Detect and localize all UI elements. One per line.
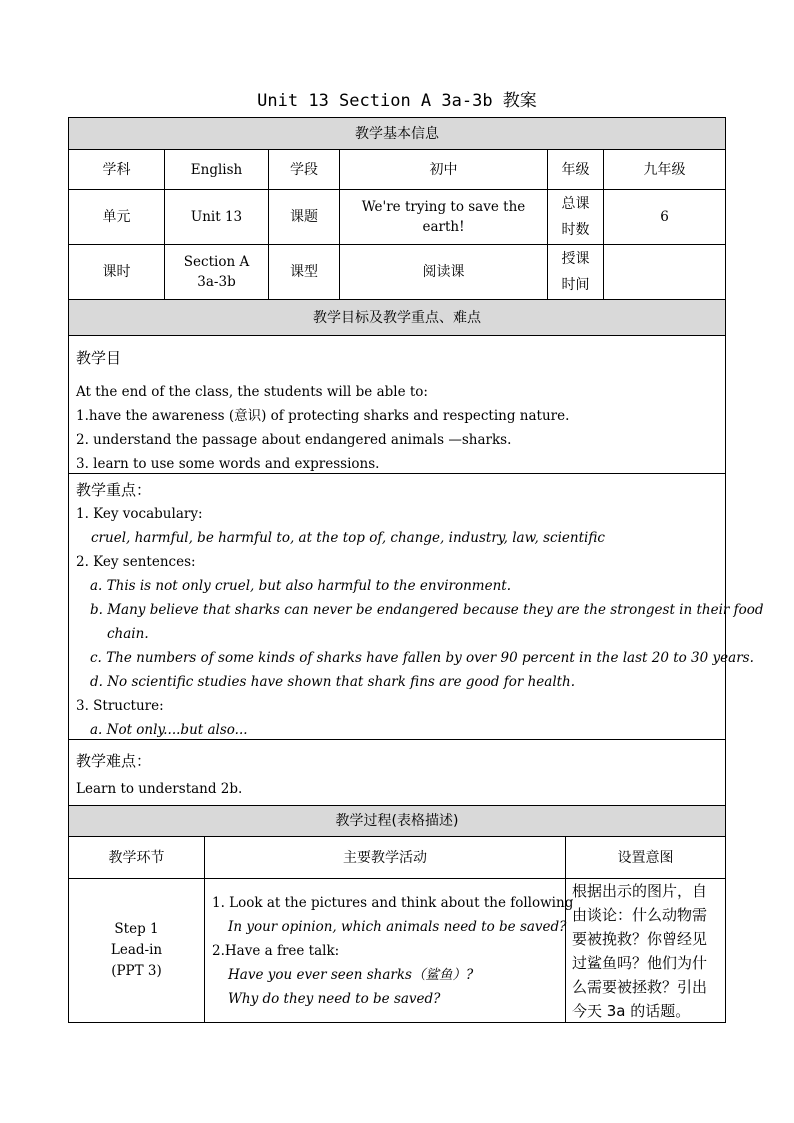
key-sentence-d: d. No scientific studies have shown that shark fins are good for health. (90, 674, 576, 690)
step1-activity-2: 2.Have a free talk: (212, 943, 340, 959)
key-sentences-label: 2. Key sentences: (76, 554, 196, 570)
step1-talk-question-2: Why do they need to be saved? (228, 991, 441, 1007)
aim-item: At the end of the class, the students will be able to: (76, 384, 428, 400)
total-hours-label-1: 总课 (561, 196, 590, 212)
step1-name: Lead-in (110, 942, 163, 958)
step1-stage-cell (68, 878, 205, 1023)
total-hours-label-2: 时数 (561, 222, 590, 238)
aim-item: 1.have the awareness (意识) of protecting sharks and respecting nature. (76, 408, 570, 424)
aims-block (76, 346, 569, 476)
document-title: Unit 13 Section A 3a-3b 教案 (257, 91, 537, 111)
stage-value: 初中 (339, 149, 548, 190)
period-label: 课时 (68, 244, 165, 300)
step1-talk-question-1: Have you ever seen sharks（鲨鱼）? (228, 967, 474, 983)
intent-line: 要被挽救？你曾经见 (572, 930, 708, 948)
lesson-type-value: 阅读课 (339, 244, 548, 300)
step1-intent (572, 879, 707, 1023)
teaching-time-label (547, 244, 604, 300)
aim-item: 3. learn to use some words and expressions. (76, 456, 380, 472)
basic-info-header: 教学基本信息 (68, 117, 726, 150)
period-line-1: Section A (183, 254, 250, 270)
key-sentence-a: a. This is not only cruel, but also harmful to the environment. (90, 578, 512, 594)
grade-label: 年级 (547, 149, 604, 190)
objectives-header: 教学目标及教学重点、难点 (68, 299, 726, 336)
key-points-block (76, 478, 764, 742)
aim-item: 2. understand the passage about endangered animals —sharks. (76, 432, 512, 448)
teaching-time-value (603, 244, 726, 300)
teaching-time-label-2: 时间 (561, 277, 590, 293)
intent-line: 么需要被拯救？引出 (572, 978, 708, 996)
topic-label: 课题 (268, 189, 340, 245)
period-line-2: 3a-3b (197, 274, 236, 290)
step1-activity (212, 891, 573, 1011)
step1-number: Step 1 (114, 921, 159, 937)
key-sentence-b: b. Many believe that sharks can never be endangered because they are the strongest in their food (90, 602, 764, 618)
key-points-title: 教学重点： (76, 481, 152, 499)
topic-line-2: earth! (422, 219, 465, 235)
key-sentence-b-cont: chain. (107, 626, 149, 642)
unit-label: 单元 (68, 189, 165, 245)
col-stage-header: 教学环节 (68, 836, 205, 879)
structure-label: 3. Structure: (76, 698, 164, 714)
difficulties-text: Learn to understand 2b. (76, 781, 243, 797)
unit-value: Unit 13 (164, 189, 269, 245)
lesson-type-label: 课型 (268, 244, 340, 300)
col-intent-header: 设置意图 (565, 836, 726, 879)
difficulties-block (76, 749, 242, 797)
period-value (164, 244, 269, 300)
structure-a: a. Not only....but also... (90, 722, 248, 738)
topic-value (339, 189, 548, 245)
aims-list (76, 380, 569, 476)
key-sentence-c: c. The numbers of some kinds of sharks have fallen by over 90 percent in the last 20 to 30 years. (90, 650, 754, 666)
subject-value: English (164, 149, 269, 190)
teaching-time-label-1: 授课 (561, 251, 590, 267)
aims-title: 教学目 (76, 349, 122, 367)
step1-activity-question: In your opinion, which animals need to be saved? (228, 919, 567, 935)
step1-activity-1: 1. Look at the pictures and think about the following (212, 895, 574, 911)
intent-line: 由谈论：什么动物需 (572, 906, 708, 924)
total-hours-label (547, 189, 604, 245)
process-header: 教学过程(表格描述) (68, 805, 726, 837)
col-activity-header: 主要教学活动 (204, 836, 566, 879)
topic-line-1: We're trying to save the (361, 199, 526, 215)
difficulties-title: 教学难点： (76, 752, 152, 770)
subject-label: 学科 (68, 149, 165, 190)
key-vocab-label: 1. Key vocabulary: (76, 506, 203, 522)
grade-value: 九年级 (603, 149, 726, 190)
intent-line: 过鲨鱼吗？他们为什 (572, 954, 708, 972)
stage-label: 学段 (268, 149, 340, 190)
intent-line: 今天 3a 的话题。 (572, 1002, 691, 1020)
key-vocab-list: cruel, harmful, be harmful to, at the top of, change, industry, law, scientific (91, 530, 605, 546)
intent-line: 根据出示的图片，自 (572, 882, 708, 900)
step1-ppt: (PPT 3) (111, 963, 162, 979)
total-hours-value: 6 (603, 189, 726, 245)
